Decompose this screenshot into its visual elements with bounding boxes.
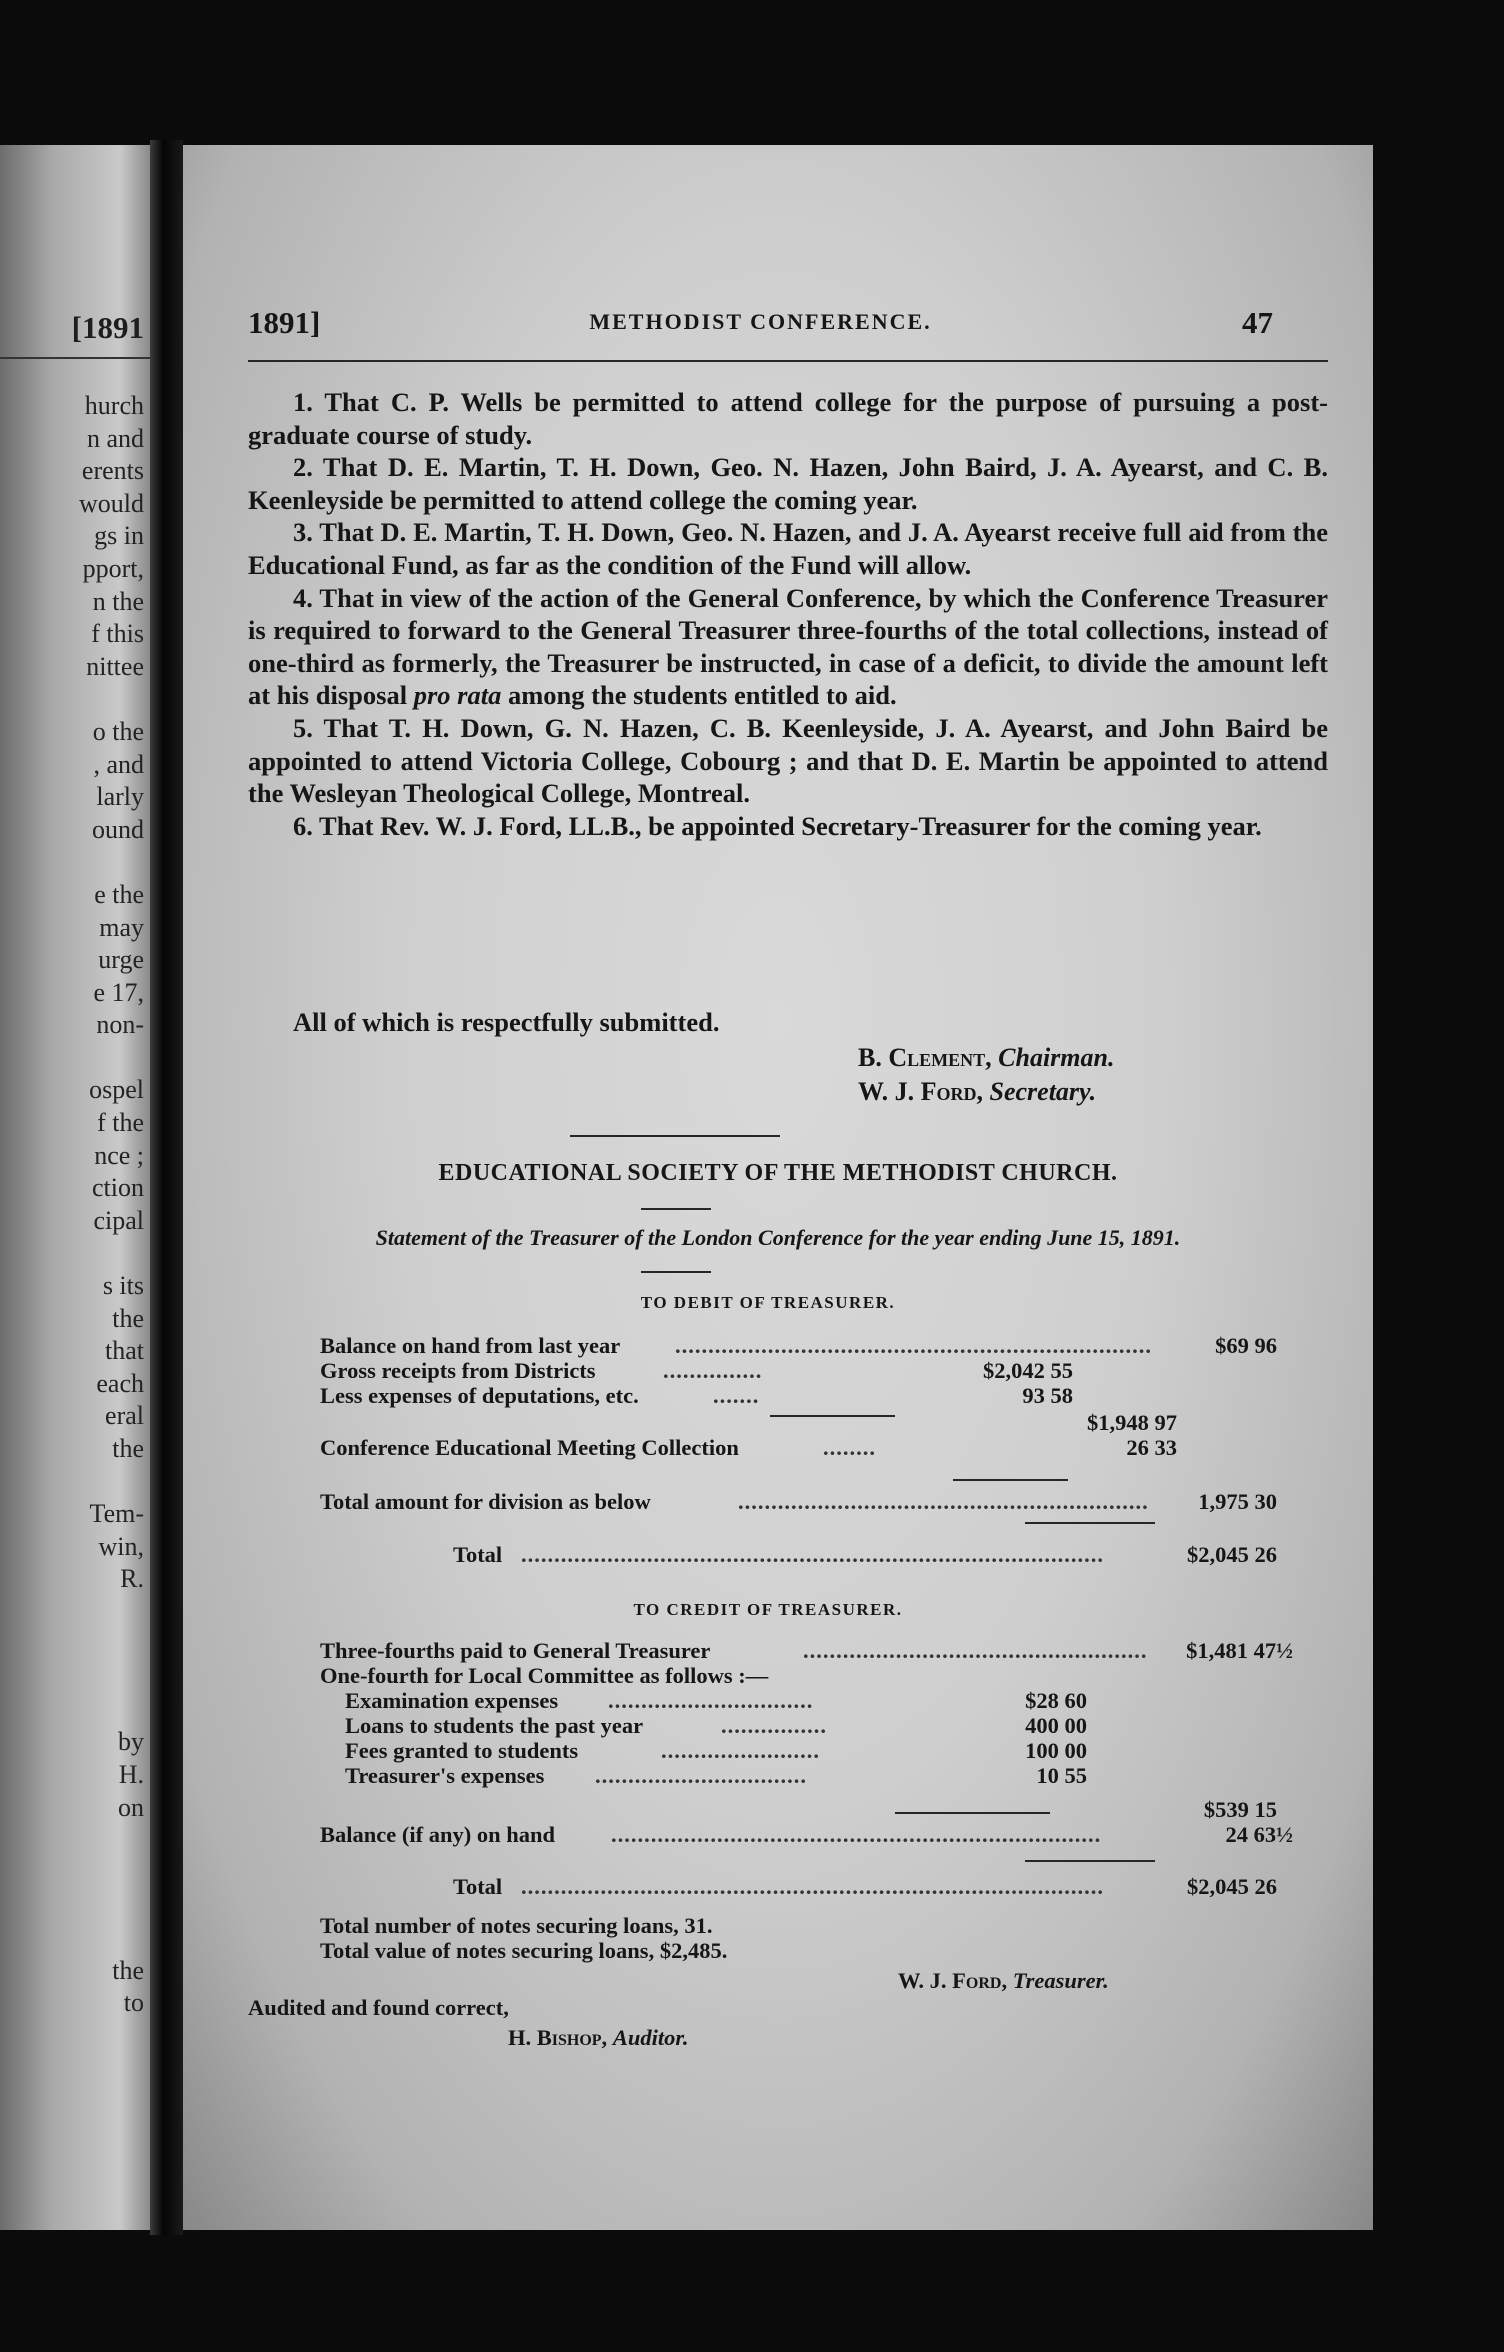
left-page-fragment: Tem- [89,1499,144,1529]
left-page-fragment [79,1237,144,1270]
left-page-fragment: ospel [89,1075,144,1105]
ledger-row [183,1797,1373,1825]
ledger-row: Gross receipts from Districts ............... $2,042 55 [320,1358,1073,1383]
ledger-amount: 10 55 [1036,1763,1087,1788]
statement-caption: Statement of the Treasurer of the London Conference for the year ending June 15, 1891. [375,1225,1181,1250]
left-page-fragment [79,846,144,879]
ledger-amount: $28 60 [1025,1688,1087,1713]
left-page-fragment: H. [118,1759,144,1789]
left-page-fragment: by [118,1727,144,1757]
secretary-name: W. J. Ford, [858,1077,983,1106]
treasurer-signature [898,1968,1109,1994]
ledger-amount: $1,948 97 [1087,1410,1177,1435]
notes-value: Total value of notes securing loans, $2,485. [320,1938,728,1963]
left-page-fragment [79,1694,144,1727]
ledger-label: Balance on hand from last year [320,1333,621,1358]
ledger-amount: 24 63½ [1225,1822,1293,1847]
left-page-fragment [79,1596,144,1629]
left-page-fragment: each [96,1368,144,1398]
italic-phrase: pro rata [413,680,502,711]
ledger-label: Total amount for division as below [320,1489,651,1514]
left-page-fragment: that [105,1336,144,1366]
book-gutter [150,140,183,2235]
closing-line: All of which is respectfully submitted. [293,1007,720,1037]
left-page-fragment: n the [92,586,144,616]
ledger-amount: $2,045 26 [1187,1874,1277,1899]
resolution-paragraph: 1. That C. P. Wells be permitted to attend college for the purpose of pursuing a post-graduate course of study. [248,387,1328,450]
ledger-label: Less expenses of deputations, etc. [320,1383,639,1408]
left-page-fragment: the [112,1434,144,1463]
ledger-label: Gross receipts from Districts [320,1358,596,1383]
left-page-fragment: R. [120,1564,144,1594]
chairman-signature [858,1043,1114,1073]
header-rule [248,360,1328,362]
left-page-fragment: s its [102,1271,144,1301]
left-page-fragment: may [99,912,144,942]
ledger-label: Conference Educational Meeting Collection [320,1435,739,1460]
left-page-fragment: eral [105,1401,144,1431]
left-page-fragment [79,1629,144,1662]
audit-line: Audited and found correct, [248,1995,509,2020]
debit-heading: TO DEBIT OF TREASURER. [640,1293,896,1312]
ledger-label: Balance (if any) on hand [320,1822,556,1847]
page-number: 47 [1242,305,1273,340]
left-page-rule [0,357,150,359]
left-page-fragment: nittee [86,651,144,681]
ledger-label: Fees granted to students [345,1738,579,1763]
ledger-amount: $69 96 [1215,1333,1277,1358]
left-page-fragment: ction [92,1173,144,1203]
auditor-role: Auditor. [612,2025,689,2050]
left-page-fragment [79,1042,144,1075]
ledger-row [183,1410,1373,1438]
ledger-row: Total ........................................................................................ $2,045 26 [453,1874,1277,1899]
left-page-fragment: ound [92,814,144,844]
chairman-role: Chairman. [998,1043,1115,1072]
left-page-fragment: erents [81,456,144,486]
left-page-year: [1891 [71,310,144,345]
left-page-fragment: win, [98,1531,144,1561]
ledger-amount: 100 00 [1025,1738,1087,1763]
section-divider [641,1208,711,1210]
resolution-paragraph: 3. That D. E. Martin, T. H. Down, Geo. N. Hazen, and J. A. Ayearst receive full aid from the Educational Fund, as far as the condition of the Fund will allow. [248,517,1328,580]
ledger-label: Treasurer's expenses [345,1763,545,1788]
resolution-paragraph: 4. That in view of the action of the General Conference, by which the Conference Treasurer is required to forward to the General Treasurer three-fourths of the total collections, instead of one-third as formerly, the Treasurer be instructed, in case of a deficit, to divide the amount left at his disposal pro rata among the students entitled to aid. [248,582,1328,711]
treasurer-name: W. J. Ford, [898,1968,1008,1993]
ledger-row: Examination expenses ............................... $28 60 [345,1688,1087,1713]
left-page-fragment: on [118,1792,144,1822]
left-page-fragment: e the [94,879,144,909]
left-page-fragment: e 17, [93,977,144,1007]
sum-rule [1025,1860,1155,1862]
notes-count: Total number of notes securing loans, 31. [320,1913,713,1938]
ledger-label: One-fourth for Local Committee as follows :— [320,1663,769,1688]
left-page-fragment: would [79,488,144,518]
header-year: 1891] [248,305,321,340]
secretary-role: Secretary. [989,1077,1097,1106]
resolution-paragraph: 5. That T. H. Down, G. N. Hazen, C. B. Keenleyside, J. A. Ayearst, and John Baird be appointed to attend Victoria College, Cobourg ; and that D. E. Martin be appointed to attend the Wesleyan Theological College, Montreal. [248,712,1328,809]
left-page-fragment: cipal [93,1205,144,1235]
auditor-signature [508,2025,688,2051]
left-page-fragment [79,683,144,716]
ledger-amount: 400 00 [1025,1713,1087,1738]
left-page-fragment [79,1889,144,1922]
chairman-name: B. Clement, [858,1043,992,1072]
auditor-name: H. Bishop, [508,2025,608,2050]
left-page-fragment: nce ; [94,1140,144,1170]
credit-heading: TO CREDIT OF TREASURER. [633,1600,903,1619]
left-page-fragment [79,1824,144,1857]
left-page-fragment: , and [93,749,144,779]
left-page-fragment [79,1466,144,1499]
ledger-amount: $2,045 26 [1187,1542,1277,1567]
sum-rule [1025,1522,1155,1524]
ledger-row: Loans to students the past year ................ 400 00 [345,1713,1087,1738]
treasurer-role: Treasurer. [1012,1968,1109,1993]
left-page-fragment [79,1922,144,1955]
ledger-row: Less expenses of deputations, etc. ....... 93 58 [320,1383,1073,1408]
left-page-fragment: f this [91,619,144,649]
left-page-fragment [79,1661,144,1694]
ledger-row: Total ........................................................................................ $2,045 26 [453,1542,1277,1567]
left-page-fragment: gs in [94,521,144,551]
left-page-text-fragments [79,390,144,2020]
section-divider [570,1135,780,1137]
left-page-fragment: n and [86,423,144,453]
left-page-fragment [79,1857,144,1890]
society-heading: EDUCATIONAL SOCIETY OF THE METHODIST CHURCH. [438,1160,1118,1186]
ledger-amount: $539 15 [1203,1797,1277,1822]
resolution-paragraph: 6. That Rev. W. J. Ford, LL.B., be appointed Secretary-Treasurer for the coming year. [293,810,1262,841]
ledger-label: Loans to students the past year [345,1713,644,1738]
header-title: METHODIST CONFERENCE. [589,309,932,334]
page [183,145,1373,2230]
left-page-fragment: f the [97,1108,144,1138]
ledger-row: Fees granted to students ........................ 100 00 [345,1738,1087,1763]
ledger-amount: 1,975 30 [1198,1489,1277,1514]
left-page-fragment: larly [96,782,144,812]
ledger-amount: 26 33 [1126,1435,1177,1460]
left-page-fragment: o the [92,716,144,746]
ledger-row [183,1663,1373,1691]
left-page-edge [0,145,150,2230]
left-page-fragment: to [123,1988,144,2018]
ledger-row: Three-fourths paid to General Treasurer .................................................... $1,481 47½ [320,1638,1293,1663]
ledger-amount: 93 58 [1022,1383,1073,1408]
ledger-row: Total amount for division as below .............................................................. 1,975 30 [320,1489,1277,1514]
secretary-signature [858,1077,1096,1107]
ledger-label: Examination expenses [345,1688,559,1713]
running-head [248,305,1273,339]
left-page-fragment: the [112,1303,144,1333]
ledger-row: Conference Educational Meeting Collection ........ 26 33 [320,1435,1177,1460]
left-page-fragment: hurch [84,391,144,420]
left-page-fragment: the [112,1955,144,1985]
left-page-fragment: pport, [82,553,144,583]
ledger-row: Treasurer's expenses ................................ 10 55 [345,1763,1087,1788]
sum-rule [953,1479,1068,1481]
ledger-amount: $2,042 55 [983,1358,1073,1383]
section-divider [641,1271,711,1273]
ledger-amount: $1,481 47½ [1186,1638,1293,1663]
resolution-paragraph: 2. That D. E. Martin, T. H. Down, Geo. N. Hazen, John Baird, J. A. Ayearst, and C. B. Keenleyside be permitted to attend college the coming year. [248,452,1328,515]
ledger-row: Balance on hand from last year ........................................................................ $69 96 [320,1333,1277,1358]
ledger-label: Total [453,1542,503,1567]
left-page-fragment: urge [98,945,144,975]
resolutions-list [248,386,1328,842]
ledger-row: Balance (if any) on hand .......................................................................... 24 63½ [320,1822,1293,1847]
ledger-label: Total [453,1874,503,1899]
ledger-label: Three-fourths paid to General Treasurer [320,1638,711,1663]
left-page-fragment: non- [96,1010,144,1040]
